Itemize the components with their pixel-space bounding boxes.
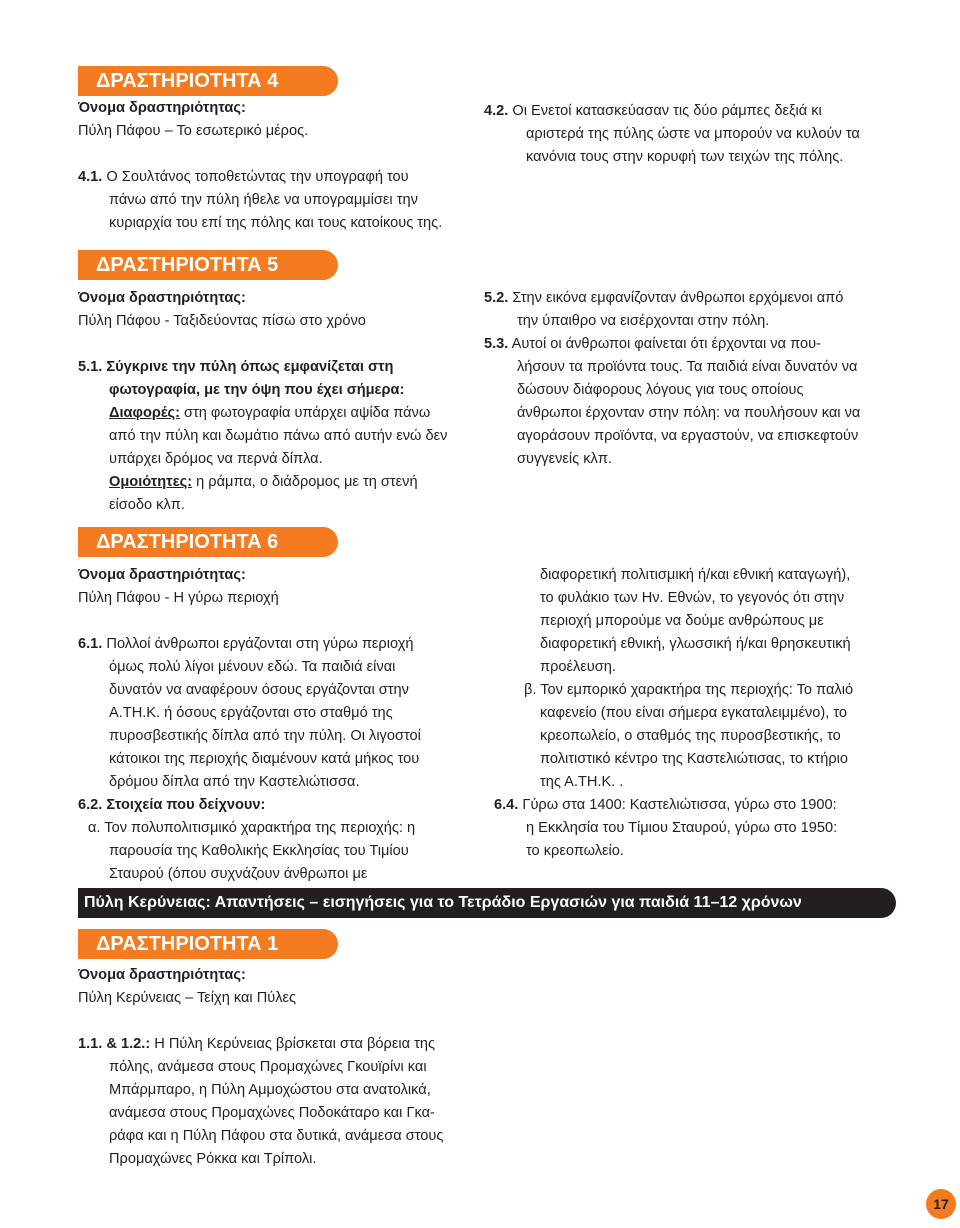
question-6-1: 6.1. Πολλοί άνθρωποι εργάζονται στη γύρω περιοχή όμως πολύ λίγοι μένουν εδώ. Τα παιδιά είναι δυνατόν να αναφέρουν όσους εργάζονται στην Α.ΤΗ.Κ. ή όσους εργάζονται στο σταθμό της πυροσβεστικής δίπλα από την πύλη. Οι λιγοστοί κάτοικοι της περιοχής διαμένουν κατά μήκος του δρόμου δίπλα από την Καστελιώτισσα. xyxy=(78,636,421,790)
activity-6-body xyxy=(78,564,478,886)
page-number: 17 xyxy=(926,1189,956,1219)
question-6-2: 6.2. Στοιχεία που δείχνουν: α. Τον πολυπολιτισμικό χαρακτήρα της περιοχής: η παρουσία της Καθολικής Εκκλησίας του Τιμίου Σταυρού (όπου συχνάζουν άνθρωποι με xyxy=(78,797,416,882)
questions-5-2-5-3 xyxy=(484,287,914,471)
activity-name-value: Πύλη Πάφου - Ταξιδεύοντας πίσω στο χρόνο xyxy=(78,313,366,329)
question-number: 5.3. xyxy=(484,336,509,352)
activity-4-body xyxy=(78,97,478,235)
question-number: 5.1. xyxy=(78,359,103,375)
question-number: 5.2. xyxy=(484,290,509,306)
question-number: 1.1. & 1.2.: xyxy=(78,1036,151,1052)
activity-name-value: Πύλη Κερύνειας – Τείχη και Πύλες xyxy=(78,990,297,1006)
question-number: 4.2. xyxy=(484,103,509,119)
similarities-label: Ομοιότητες: xyxy=(109,474,193,490)
question-5-2: 5.2. Στην εικόνα εμφανίζονταν άνθρωποι ερχόμενοι από την ύπαιθρο να εισέρχονται στην πόλη. xyxy=(484,290,844,329)
question-4-2: 4.2. Οι Ενετοί κατασκεύασαν τις δύο ράμπες δεξιά κι αριστερά της πύλης ώστε να μπορούν να κυλούν τα κανόνια τους στην κορυφή των τειχών της πόλης. xyxy=(484,103,860,165)
activity-name-label: Όνομα δραστηριότητας: xyxy=(78,567,246,583)
activity-6-heading: ΔΡΑΣΤΗΡΙΟΤΗΤΑ 6 xyxy=(78,527,338,557)
question-6-4: 6.4. Γύρω στα 1400: Καστελιώτισσα, γύρω στο 1900: η Εκκλησία του Τίμιου Σταυρού, γύρω στο 1950: το κρεοπωλείο. xyxy=(494,797,838,859)
activity-5-heading: ΔΡΑΣΤΗΡΙΟΤΗΤΑ 5 xyxy=(78,250,338,280)
question-number: 6.4. xyxy=(494,797,519,813)
question-1-1: 1.1. & 1.2.: Η Πύλη Κερύνειας βρίσκεται στα βόρεια της πόλης, ανάμεσα στους Προμαχώνες Γκουϊρίνι και Μπάρμπαρο, η Πύλη Αμμοχώστου στα ανατολικά, ανάμεσα στους Προμαχώνες Ποδοκάταρο και Γκα- ράφα και η Πύλη Πάφου στα δυτικά, ανάμεσα στους Προμαχώνες Ρόκκα και Τρίπολι. xyxy=(78,1036,444,1167)
question-6-2-continued: διαφορετική πολιτισμική ή/και εθνική καταγωγή), το φυλάκιο των Ην. Εθνών, το γεγονός ότι στην περιοχή μπορούμε να δούμε ανθρώπους με διαφορετική εθνική, γλωσσική ή/και θρησκευτική προέλευση. β. Τον εμπορικό χαρακτήρα της περιοχής: Το παλιό καφενείο (που είναι σήμερα εγκαταλειμμένο), το κρεοπωλείο, ο σταθμός της πυροσβεστικής, το πολιτιστικό κέντρο της Καστελιώτισας, το κτήριο της Α.ΤΗ.Κ. . 6.4. Γύρω στα 1400: Καστελιώτισσα, γύρω στο 1900: η Εκκλησία του Τίμιου Σταυρού, γύρω στο 1950: το κρεοπωλείο. xyxy=(484,564,914,863)
activity-1-heading: ΔΡΑΣΤΗΡΙΟΤΗΤΑ 1 xyxy=(78,929,338,959)
question-4-1: 4.1. Ο Σουλτάνος τοποθετώντας την υπογραφή του πάνω από την πύλη ήθελε να υπογραμμίσει την κυριαρχία του επί της πόλης και τους κατοίκους της. xyxy=(78,169,443,231)
activity-4-heading: ΔΡΑΣΤΗΡΙΟΤΗΤΑ 4 xyxy=(78,66,338,96)
question-5-3: 5.3. Αυτοί οι άνθρωποι φαίνεται ότι έρχονται να που- λήσουν τα προϊόντα τους. Τα παιδιά είναι δυνατόν να δώσουν διάφορους λόγους για τους οποίους άνθρωποι έρχονταν στην πόλη: να πουλήσουν και να αγοράσουν προϊόντα, να εργαστούν, να επισκεφτούν συγγενείς κλπ. xyxy=(484,336,861,467)
activity-name-value: Πύλη Πάφου - Η γύρω περιοχή xyxy=(78,590,279,606)
activity-name-label: Όνομα δραστηριότητας: xyxy=(78,100,246,116)
question-5-1: 5.1. Σύγκρινε την πύλη όπως εμφανίζεται στη φωτογραφία, με την όψη που έχει σήμερα: Διαφορές: στη φωτογραφία υπάρχει αψίδα πάνω από την πύλη και δωμάτιο πάνω από αυτήν ενώ δεν υπάρχει δρόμος να περνά δίπλα. Ομοιότητες: η ράμπα, ο διάδρομος με τη στενή είσοδο κλπ. xyxy=(78,359,448,513)
activity-name-label: Όνομα δραστηριότητας: xyxy=(78,290,246,306)
question-number: 6.2. xyxy=(78,797,103,813)
activity-name-label: Όνομα δραστηριότητας: xyxy=(78,967,246,983)
question-number: 4.1. xyxy=(78,169,103,185)
section-banner: Πύλη Κερύνειας: Απαντήσεις – εισηγήσεις για το Τετράδιο Εργασιών για παιδιά 11–12 χρόνων xyxy=(78,888,896,918)
activity-5-body xyxy=(78,287,478,517)
activity-1-body xyxy=(78,964,498,1171)
differences-label: Διαφορές: xyxy=(109,405,180,421)
question-number: 6.1. xyxy=(78,636,103,652)
activity-name-value: Πύλη Πάφου – Το εσωτερικό μέρος. xyxy=(78,123,309,139)
